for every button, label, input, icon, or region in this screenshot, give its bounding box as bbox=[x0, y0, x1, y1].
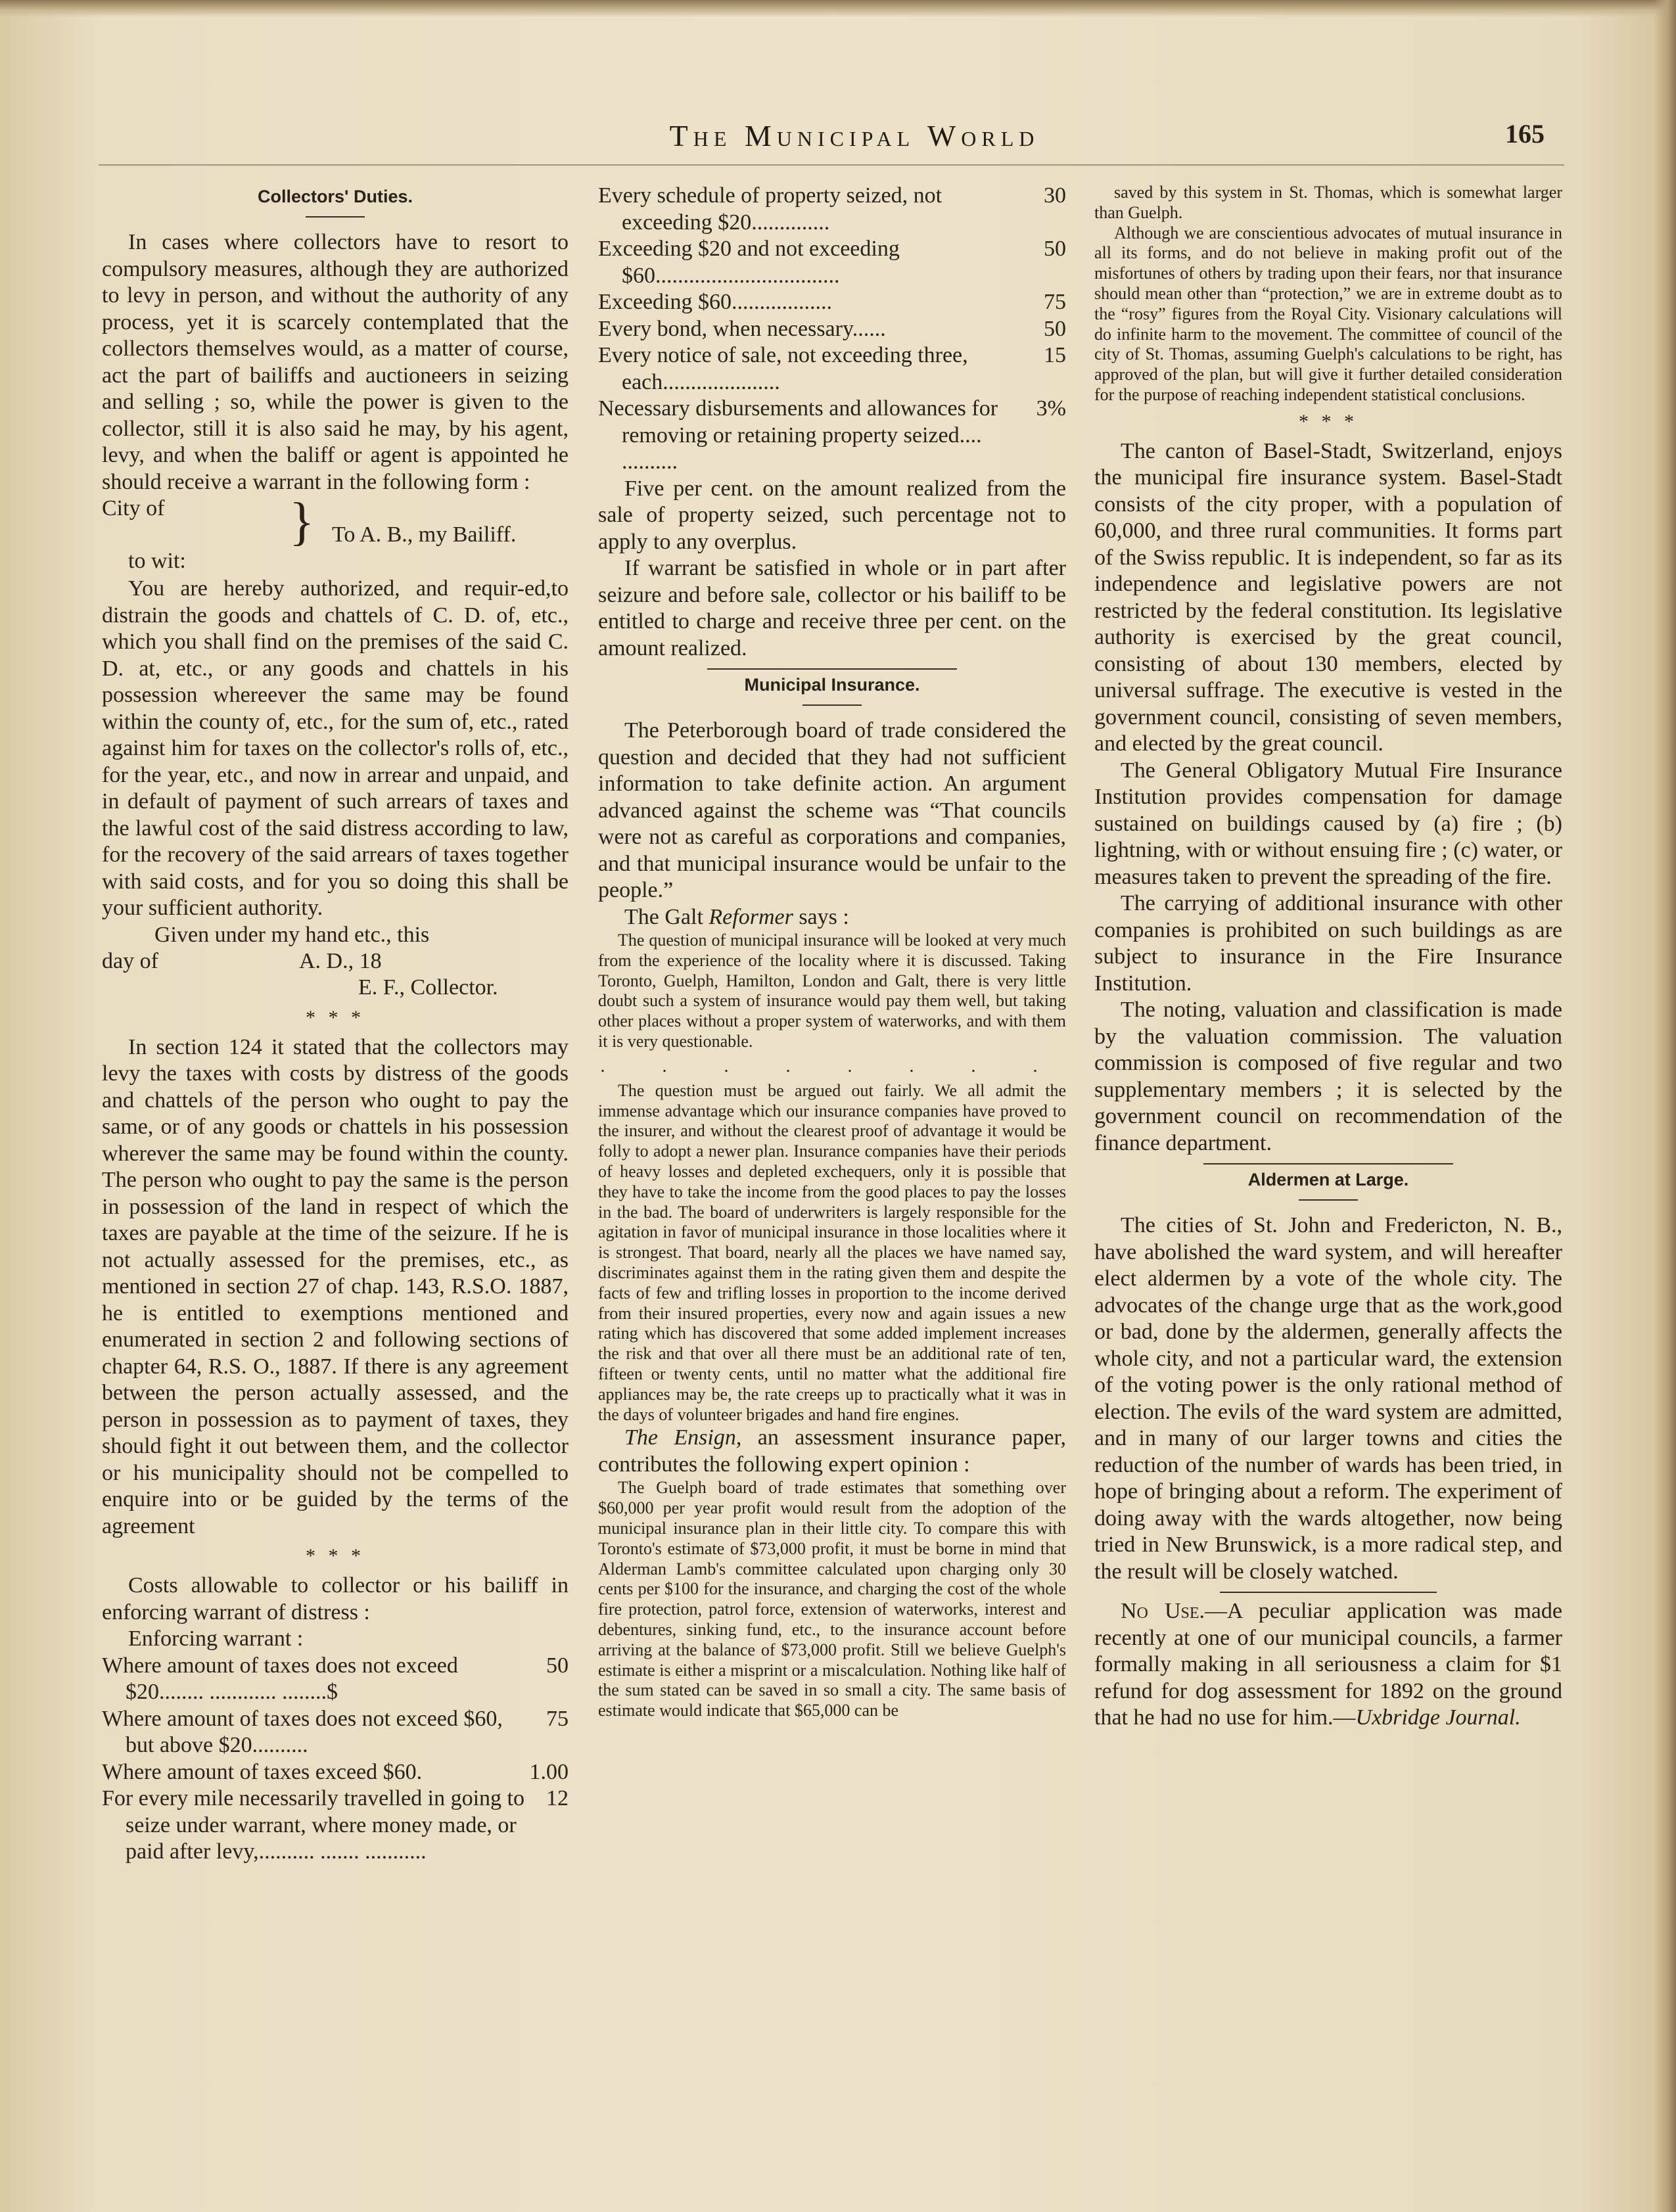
fee-row bbox=[598, 342, 1066, 396]
fee-row bbox=[102, 1786, 569, 1866]
signature: E. F., Collector. bbox=[358, 975, 498, 1000]
section-stars: * * * bbox=[306, 1545, 365, 1567]
fee-value: 50 bbox=[1044, 237, 1066, 261]
fee-value: 75 bbox=[1044, 290, 1066, 314]
page-edge-shadow-right bbox=[1654, 0, 1676, 2212]
article-heading-collectors-duties: Collectors' Duties. bbox=[258, 187, 413, 206]
fee-row bbox=[598, 289, 1066, 316]
ad-year: A. D., 18 bbox=[299, 949, 382, 973]
fee-value: 50 bbox=[546, 1653, 569, 1678]
fee-label: Where amount of taxes does not exceed $20........ ............ ........$ bbox=[102, 1653, 458, 1704]
day-line bbox=[102, 948, 569, 975]
paragraph: Five per cent. on the amount realized from the sale of property seized, such percentage not to apply to any overplus. bbox=[598, 476, 1066, 554]
form-to: To A. B., my Bailiff. bbox=[332, 522, 517, 547]
section-rule bbox=[1220, 1592, 1437, 1593]
galt-post: says : bbox=[799, 904, 849, 929]
no-use-body: —A peculiar application was made recently at one of our municipal councils, a farmer formally making in all seriousness a claim for $1 refund for dog assessment for 1892 on the ground that he had no use for him.— bbox=[1094, 1599, 1562, 1730]
paragraph: In cases where collectors have to resort to compulsory measures, although they are authorized to levy in person, and without the authority of any process, yet it is scarcely contemplated that the collectors themselves would, as a matter of course, act the part of bailiffs and auctioneers in seizing and selling ; so, while the power is given to the collector, still it is also said he may, by his agent, levy, and when the baliff or agent is appointed he should receive a warrant in the following form : bbox=[102, 230, 569, 494]
ensign-name: The Ensign, bbox=[624, 1425, 742, 1450]
fee-value: 1.00 bbox=[529, 1759, 569, 1784]
fee-label: Where amount of taxes does not exceed $60, but above $20.......... bbox=[102, 1706, 503, 1757]
quoted-paragraph: The Guelph board of trade estimates that something over $60,000 per year profit would result from the adoption of the municipal insurance plan in their little city. To compare this with Toronto's estimate of $73,000 profit, it must be borne in mind that Alderman Lamb's committee calculated upon charging only 30 cents per $100 for the insurance, and charging the cost of the whole fire protection, patrol force, extension of waterworks, interest and debentures, sinking fund, etc., to the insurance account before arriving at the balance of $73,000 profit. Still we believe Guelph's estimate is either a misprint or a miscalculation. Nothing like half of the sum stated can be saved in so small a city. The same basis of estimate would indicate that $65,000 can be bbox=[598, 1478, 1066, 1720]
section-stars: * * * bbox=[1299, 410, 1358, 432]
paragraph: Costs allowable to collector or his bailiff in enforcing warrant of distress : bbox=[102, 1573, 569, 1624]
fee-label: Exceeding $60.................. bbox=[598, 290, 832, 314]
paragraph: If warrant be satisfied in whole or in part after seizure and before sale, collector or his bailiff to be entitled to charge and receive three per cent. on the amount realized. bbox=[598, 556, 1066, 660]
paragraph: The cities of St. John and Fredericton, N. B., have abolished the ward system, and will hereafter elect aldermen by a vote of the whole city. The advocates of the change urge that as the work,good or bad, done by the aldermen, generally affects the whole city, and not a particular ward, the extension of the voting power is the only rational method of election. The evils of the ward system are admitted, and in many of our larger towns and cities the reduction of the number of wards has been tried, in hope of bringing about a reform. The experiment of doing away with the wards altogether, now being tried in New Brunswick, is a more radical step, and the result will be closely watched. bbox=[1094, 1213, 1562, 1584]
fee-label: Every notice of sale, not exceeding three, each..................... bbox=[598, 343, 968, 394]
paragraph: The General Obligatory Mutual Fire Insurance Institution provides compensation for damage sustained on buildings caused by (a) fire ; (b) lightning, with or without ensuing fire ; (c) water, or measures taken to prevent the spreading of the fire. bbox=[1094, 758, 1562, 889]
fee-value: 30 bbox=[1044, 183, 1066, 208]
warrant-form-header bbox=[102, 495, 569, 576]
galt-pre: The Galt bbox=[624, 904, 703, 929]
section-stars: * * * bbox=[306, 1006, 365, 1028]
quoted-paragraph: The question of municipal insurance will be looked at very much from the experience of the locality where it is discussed. Taking Toronto, Guelph, Hamilton, London and Galt, there is very little doubt such a system of insurance would pay them well, but taking other places without a proper system of waterworks, and with them it is very questionable. bbox=[598, 931, 1066, 1051]
fee-row bbox=[598, 316, 1066, 343]
fee-label: Every schedule of property seized, not exceeding $20.............. bbox=[598, 183, 943, 235]
fee-row bbox=[598, 396, 1066, 476]
form-wit: to wit: bbox=[128, 549, 186, 573]
fee-row bbox=[102, 1653, 569, 1706]
paragraph: In section 124 it stated that the collectors may levy the taxes with costs by distress of the goods and chattels of the person who ought to pay the same, or of any goods or chattels in his possession wherever the same may be found within the county. The person who ought to pay the same is the person in possession of the land in respect of which the taxes are payable at the time of the seizure. If he is not actually assessed for the premises, etc., as mentioned in section 27 of chap. 143, R.S.O. 1887, he is entitled to exemptions mentioned and enumerated in section 2 and following sections of chapter 64, R.S. O., 1887. If there is any agreement between the person actually assessed, and the person in possession as to payment of taxes, they should fight it out between them, and the collector or his municipality should not be compelled to enquire into or be guided by the terms of the agreement bbox=[102, 1034, 569, 1538]
ensign-intro bbox=[598, 1425, 1066, 1478]
section-rule bbox=[1203, 1163, 1453, 1164]
article-heading-municipal-insurance: Municipal Insurance. bbox=[744, 675, 920, 695]
paragraph: The canton of Basel-Stadt, Switzerland, enjoys the municipal fire insurance system. Basel-Stadt consists of the city proper, with a population of 60,000, and three rural communities. It forms part of the Swiss republic. It is independent, so far as its independence and legislative powers are not restricted by the federal constitution. Its legislative authority is exercised by the great council, consisting of about 130 members, elected by universal suffrage. The executive is vested in the government council, consisting of seven members, and elected by the great council. bbox=[1094, 438, 1562, 756]
page-edge-shadow-top bbox=[0, 0, 1676, 17]
fee-row bbox=[102, 1759, 569, 1786]
fee-label: Where amount of taxes exceed $60. bbox=[102, 1759, 423, 1784]
paragraph: The noting, valuation and classification is made by the valuation commission. The valuation commission is composed of five regular and two supplementary members ; it is selected by the government council on recommendation of the finance department. bbox=[1094, 998, 1562, 1155]
paragraph: You are hereby authorized, and requir-ed,to distrain the goods and chattels of C. D. of, etc., which you shall find on the premises of the said C. D. at, etc., or any goods and chattels in his possession whereever the same may be found within the county of, etc., for the sum of, etc., rated against him for taxes on the collector's rolls of, etc., for the year, etc., and now in arrear and unpaid, and in default of payment of such arrears of taxes and the lawful cost of the said distress according to law, for the recovery of the said arrears of taxes together with said costs, and for you so doing this shall be your sufficient authority. bbox=[102, 576, 569, 920]
running-head: The Municipal World bbox=[669, 119, 1040, 152]
fee-row bbox=[598, 236, 1066, 289]
fee-value: 3% bbox=[1036, 396, 1066, 421]
column-middle bbox=[598, 183, 1066, 1721]
no-use-source: Uxbridge Journal. bbox=[1355, 1705, 1521, 1730]
fee-value: 15 bbox=[1044, 343, 1066, 367]
fee-value: 50 bbox=[1044, 316, 1066, 341]
fee-value: 12 bbox=[546, 1786, 569, 1810]
ensign-post: an assessment insurance paper, contributes the following expert opinion : bbox=[598, 1425, 1066, 1477]
ellipsis-dots: . . . . . . . . bbox=[600, 1055, 1064, 1076]
given-line: Given under my hand etc., this bbox=[154, 922, 430, 947]
no-use-paragraph bbox=[1094, 1598, 1562, 1732]
fee-label: Exceeding $20 and not exceeding $60................................. bbox=[598, 237, 900, 288]
heading-rule bbox=[803, 704, 862, 706]
fee-label: Necessary disbursements and allowances for removing or retaining property seized.... .......... bbox=[598, 396, 998, 474]
fee-value: 75 bbox=[546, 1706, 569, 1731]
fee-label: Every bond, when necessary...... bbox=[598, 316, 886, 341]
galt-name: Reformer bbox=[709, 904, 793, 929]
quoted-paragraph: Although we are conscientious advocates of mutual insurance in all its forms, and do not believe in making profit out of the misfortunes of others by trading upon their fears, nor that insurance should mean other than “protection,” we are in extreme doubt as to the “rosy” figures from the Royal City. Visionary calculations will do infinite harm to the movement. The committee of council of the city of St. Thomas, assuming Guelph's calculations to be right, has approved of the plan, but will give it further detailed consideration for the purpose of reaching independent statistical conclusions. bbox=[1094, 223, 1562, 404]
fee-row bbox=[102, 1706, 569, 1759]
galt-intro bbox=[598, 904, 1066, 931]
section-rule bbox=[707, 668, 957, 670]
article-heading-aldermen-at-large: Aldermen at Large. bbox=[1247, 1170, 1409, 1190]
form-city: City of bbox=[102, 496, 165, 520]
heading-rule bbox=[306, 216, 365, 218]
column-left bbox=[102, 183, 569, 1866]
form-brace: } bbox=[289, 493, 315, 551]
no-use-lead: No Use. bbox=[1121, 1599, 1205, 1624]
paragraph: The carrying of additional insurance with other companies is prohibited on such buildings as are subject to insurance in the Fire Insurance Institution. bbox=[1094, 891, 1562, 996]
day-of: day of bbox=[102, 949, 158, 973]
fee-label: For every mile necessarily travelled in going to seize under warrant, where money made, or paid after levy,.......... ....... ........... bbox=[102, 1786, 524, 1864]
quoted-paragraph: The question must be argued out fairly. We all admit the immense advantage which our insurance companies have proved to the insurer, and without the clearest proof of advantage it would be folly to adopt a newer plan. Insurance companies have their periods of heavy losses and depleted exchequers, only it is possible that they have to take the income from the good places to pay the losses in the bad. The board of underwriters is largely responsible for the agitation in favor of municipal insurance in those localities where it is strongest. That board, nearly all the places we have named say, discriminates against them in the rating given them and despite the facts of few and trifling losses in proportion to the income derived from their insured properties, every now and again issues a new rating which has discovered that some added implement increases the risk and that over all there must be an additional rate of ten, fifteen or twenty cents, until no matter what the additional fire appliances may be, the rate creeps up to practically what it was in the days of volunteer brigades and hand fire engines. bbox=[598, 1080, 1066, 1424]
paragraph: The Peterborough board of trade considered the question and decided that they had not sufficient information to take definite action. An argument advanced against the scheme was “That councils were not as careful as corporations and companies, and that municipal insurance would be unfair to the people.” bbox=[598, 718, 1066, 902]
column-right bbox=[1094, 183, 1562, 1732]
fee-row bbox=[598, 183, 1066, 236]
header-rule bbox=[99, 164, 1564, 166]
page-number: 165 bbox=[1505, 119, 1545, 149]
quoted-paragraph: saved by this system in St. Thomas, which is somewhat larger than Guelph. bbox=[1094, 183, 1562, 222]
heading-rule bbox=[1299, 1199, 1358, 1201]
fee-subhead: Enforcing warrant : bbox=[128, 1626, 304, 1651]
